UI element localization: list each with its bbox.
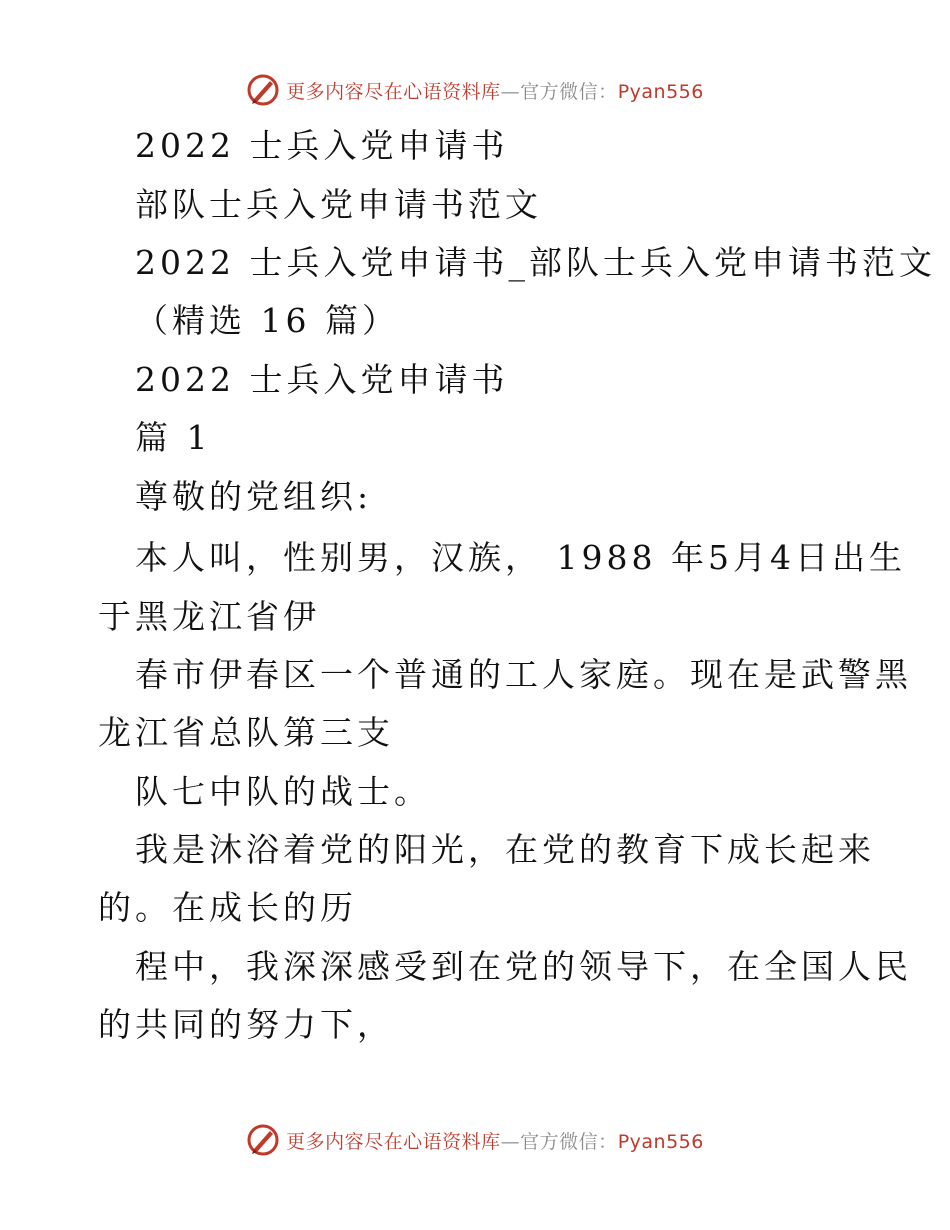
paragraph-line: 于黑龙江省伊 — [98, 597, 320, 636]
paragraph-line: 的共同的努力下， — [98, 1005, 394, 1044]
banner-wechat-label: 官方微信： — [520, 80, 618, 103]
document-title: 2022 士兵入党申请书 — [135, 126, 509, 165]
banner-main-text: 更多内容尽在心语资料库 — [286, 80, 501, 103]
paragraph-line: 程中，我深深感受到在党的领导下，在全国人民 — [135, 947, 912, 986]
banner-wechat-label: 官方微信： — [520, 1130, 618, 1153]
banner-separator: — — [500, 1130, 521, 1153]
paragraph-line: 本人叫，性别男，汉族， 1988 年5月4日出生 — [135, 538, 906, 577]
paragraph-line: 我是沐浴着党的阳光，在党的教育下成长起来 — [135, 830, 875, 869]
document-heading: 2022 士兵入党申请书_部队士兵入党申请书范文 — [135, 243, 936, 282]
footer-watermark-banner — [0, 1120, 950, 1160]
banner-text — [286, 1127, 704, 1154]
banner-wechat-id: Pyan556 — [617, 1130, 704, 1153]
paragraph-line: 队七中队的战士。 — [135, 772, 431, 811]
section-number: 篇 1 — [135, 418, 212, 457]
banner-separator: — — [500, 80, 521, 103]
document-subtitle: 部队士兵入党申请书范文 — [135, 185, 542, 224]
document-heading-cont: （精选 16 篇） — [135, 301, 399, 340]
paragraph-line: 春市伊春区一个普通的工人家庭。现在是武警黑 — [135, 655, 912, 694]
paragraph-line: 龙江省总队第三支 — [98, 713, 394, 752]
section-title: 2022 士兵入党申请书 — [135, 360, 509, 399]
banner-main-text: 更多内容尽在心语资料库 — [286, 1130, 501, 1153]
banner-wechat-id: Pyan556 — [617, 80, 704, 103]
salutation: 尊敬的党组织: — [135, 477, 373, 516]
paragraph-line: 的。在成长的历 — [98, 888, 357, 927]
pen-logo-icon — [246, 1123, 280, 1157]
